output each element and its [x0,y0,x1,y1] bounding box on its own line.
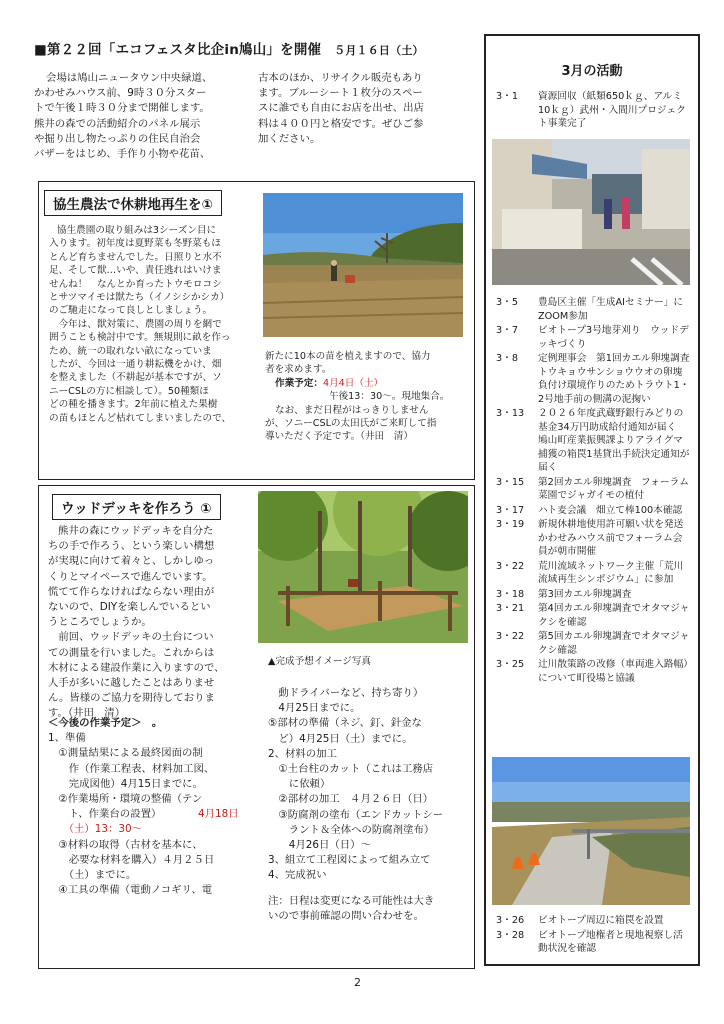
activity-date: 3・28 [496,929,525,941]
text-line: バザーをはじめ、手作り小物や花苗、 [34,148,211,161]
activity-date: 3・22 [496,560,525,572]
activity-item [496,90,692,131]
activity-date: 3・26 [496,915,525,926]
activity-text: 豊島区主催「生成AIセミナー」にZOOM参加 [538,297,684,322]
recycling-photo [492,139,690,285]
farm-right-text [265,350,471,444]
text-line: 3、組立て工程図によって組み立て [268,854,431,867]
text-line: 者を求めます。 [265,364,332,376]
activity-item [496,602,692,629]
activity-text: 第3回カエル卵塊調査 [538,588,632,600]
text-line: 導いただく予定です。（井田 清） [265,431,413,443]
farm-plan-date: 4月4日（土） [322,377,384,389]
intro-col1 [34,71,256,162]
farm-plan-line [275,377,471,390]
deck-title: ウッドデッキを作ろう ① [52,494,221,520]
activity-text: ハト麦会議 畑立て棒100本確認 [538,504,683,516]
activity-text: 辻川散策路の改修（車両進入路幅）について町役場と協議 [538,659,689,684]
text-line: ④工具の準備（電動ノコギリ、電 [48,884,213,897]
activity-item [496,560,692,587]
text-line: したが、今回は一通り耕耘機をかけ、畑 [49,359,222,371]
text-line: ないので、DIYを楽しんでいるとい [48,601,211,614]
farm-title: 協生農法で休耕地再生を① [44,190,222,216]
activities-top-list [496,90,692,132]
activity-date: 3・22 [496,631,525,642]
text-line: に依頼） [268,778,331,791]
text-line: ど）4月25日（土）までに。 [268,732,413,745]
path-photo [492,757,690,905]
text-line: ト、作業台の設置） [48,808,162,821]
activity-text: ２０２６年度武蔵野銀行みどりの基金34万円助成給付通知が届く 鳩山町産業振興課よりアライグマ捕獲の箱罠1基貸出手続決定通知が届く [538,408,690,473]
text-line: ⑤部材の準備（ネジ、釘、針金な [268,717,422,730]
intro-col2 [258,71,472,147]
activity-text: ビオトープ周辺に箱罠を設置 [538,915,664,926]
activities-title: 3月の活動 [561,64,623,79]
activity-text: 定例理事会 第1回カエル卵塊調査 トウキョウサンショウウオの卵塊負付け環境作りのためトラウト1・2号地手前の側溝の泥掬い [538,353,700,405]
text-line: なお、まだ日程がはっきりしません [275,404,429,416]
text-line: どの種を播きます。2年前に植えた果樹 [49,399,218,411]
text-line: ニーCSLの方に相談して）。50種類ほ [49,385,209,397]
text-line: とんど育ちませんでした。日照りと水不 [49,251,222,263]
text-line: 新たに10本の苗を植えますので、協力 [265,351,431,362]
text-line: ため、統一の取れない畝になっていま [49,345,212,357]
text-line: 午後13：30〜。現地集合。 [329,391,450,403]
activity-date: 3・1 [496,91,519,102]
text-line: や掘り出し物たっぷりの住民自治会 [34,132,201,145]
deck-note-line: いので事前確認の問い合わせを。 [268,909,424,922]
text-line: 4月26日（日）〜 [268,839,371,852]
text-line: くりとマイペースで進んでいます。 [48,570,213,583]
text-line: ます。ブルーシート１枚分のスペー [258,87,423,100]
text-line: とサツマイモは獣たち（イノシシかシカ） [49,292,230,304]
text-line: （土）までに。 [48,869,137,882]
activity-date: 3・25 [496,659,525,670]
deck-plan-red-line [198,807,262,822]
eco-festa-date: ５月１６日（土） [334,44,424,57]
text-line: 熊井の森での活動紹介のパネル展示 [34,117,201,130]
activity-date: 3・18 [496,588,525,600]
text-line: を整えました（不耕起が基本ですが、ソ [49,372,222,384]
activity-item [496,476,692,503]
activity-item [496,914,692,928]
deck-plan-red-date: 4月18日 [198,808,239,821]
text-line: （土）13：30〜 [48,823,142,836]
text-line: ③材料の取得（古材を基本に、 [48,838,203,851]
deck-photo-caption: ▲完成予想イメージ写真 [268,656,372,667]
activity-date: 3・8 [496,353,519,364]
text-line: 完成図他）4月15日までに。 [48,777,203,790]
activities-bottom-list [496,914,692,957]
deck-plan-right [268,686,472,924]
activity-text: 新規休耕地使用許可願い状を発送 かわせみハウス前でフォーラム会員が朝市開催 [538,519,693,557]
text-line: 今年は、獣対策に、農園の周りを網で [49,318,222,330]
text-line: ②部材の加工 ４月２６日（日） [268,793,434,806]
activity-text: 第2回カエル卵塊調査 フォーラム菜園でジャガイモの植付 [538,476,689,501]
text-line: 1、準備 [48,732,86,745]
activity-item [496,324,692,351]
text-line: 囲うことも検討中です。無規則に畝を作っ [49,332,231,344]
text-line: 古本のほか、リサイクル販売もあり [258,72,423,84]
text-line: 2、材料の加工 [268,747,337,760]
text-line: ②作業場所・環境の整備（テン [48,793,203,806]
activity-item [496,407,692,475]
text-line: ん。皆様のご協力を期待しておりま [48,692,215,705]
article-title [34,38,424,58]
page-number: 2 [354,976,361,989]
text-line: が実現に向けて着々と、しかしゆっ [48,555,215,568]
activity-item [496,630,692,657]
activity-text: ビオトープ3号地芽刈り ウッドデッキづくり [538,325,689,350]
text-line: トで午後１時３０分まで開催します。 [34,102,210,115]
text-line: 作（作業工程表、材料加工図、 [48,762,215,775]
activity-item [496,296,692,323]
activity-text: 第5回カエル卵塊調査でオタマジャクシ確認 [538,631,690,656]
text-line: スに誰でも自由にお店を出せ、出店 [258,102,424,115]
text-line: 会場は鳩山ニュータウン中央緑道、 [46,72,213,84]
activity-date: 3・15 [496,476,525,488]
text-line: せんね！ なんとか育ったトウモロコシ [49,278,222,290]
text-line: が、ソニーCSLの太田氏がご来町して指 [265,418,437,430]
deck-note-line: 注：日程は変更になる可能性は大き [268,894,435,907]
activity-text: 荒川流域ネットワーク主催「荒川流域再生シンポジウム」に参加 [538,560,684,585]
text-line: かわせみハウス前、9時３０分スター [34,87,207,100]
text-line: 4、完成祝い [268,869,327,882]
activity-date: 3・13 [496,408,525,419]
text-line: 熊井の森にウッドデッキを自分た [58,525,214,537]
activity-item [496,518,692,559]
text-line: 木材による建設作業に入りますので、 [48,661,225,674]
activity-item [496,352,700,406]
activity-text: ビオトープ地権者と現地視察し活動状況を確認 [538,929,683,954]
farm-left-text [49,224,259,425]
activity-date: 3・5 [496,297,519,308]
deck-photo [258,491,468,643]
text-line: 動ドライバーなど、持ち寄り） [268,687,424,699]
activity-date: 3・21 [496,603,525,614]
farm-plan-label: 作業予定： [275,377,323,389]
deck-plan-heading: ＜今後の作業予定＞ 。 [48,717,163,729]
text-line: 前回、ウッドデッキの土台につい [48,631,214,644]
text-line: 人手が多いに越したことはありませ [48,677,215,690]
text-line: 必要な材料を購入）４月２５日 [48,853,215,866]
text-line: ①測量結果による最終図面の制 [48,747,203,760]
farm-photo [263,193,463,337]
text-line: ①土台柱のカット（これは工務店 [268,763,434,776]
eco-festa-title: ■第２２回「エコフェスタ比企in鳩山」を開催 [34,42,322,58]
text-line: 協生農園の取り組みは3シーズン目に [57,225,217,236]
text-line: うところでしょうか。 [48,616,152,629]
text-line: 入ります。初年度は夏野菜も冬野菜もほ [49,238,221,250]
text-line: 料は４００円と格安です。ぜひご参 [258,117,424,130]
text-line: 慌てて作らなければならない理由が [48,585,215,598]
text-line: ての測量を行いました。これからは [48,646,215,659]
activity-text: 資源回収（紙類650ｋｇ、アルミ10ｋｇ）武州・入間川プロジェクト事業完了 [538,91,686,129]
activity-item [496,588,692,602]
text-line: ③防腐剤の塗布（エンドカットシー [268,808,444,821]
activity-item [496,504,692,518]
deck-plan-left [48,716,262,898]
text-line: のご馳走になって良しとしましょう。 [49,305,213,317]
activity-item [496,929,692,956]
text-line: 足、そして獣…いや、責任逃れはいけま [49,265,222,277]
activities-middle-list [496,296,700,686]
text-line: ラント＆全体への防腐剤塗布） [268,823,435,836]
activity-date: 3・7 [496,325,519,336]
text-line: 加ください。 [258,132,321,145]
text-line: 4月25日までに。 [268,702,361,715]
activity-date: 3・19 [496,519,525,530]
activity-item [496,658,692,685]
activity-date: 3・17 [496,504,525,516]
activity-text: 第4回カエル卵塊調査でオタマジャクシを確認 [538,603,690,628]
deck-intro [48,524,260,722]
text-line: の苗もほとんど枯れてしまいましたので、 [49,412,232,424]
text-line: す。（井田 清） [48,707,126,720]
text-line: ちの手で作ろう、という楽しい構想 [48,540,215,553]
